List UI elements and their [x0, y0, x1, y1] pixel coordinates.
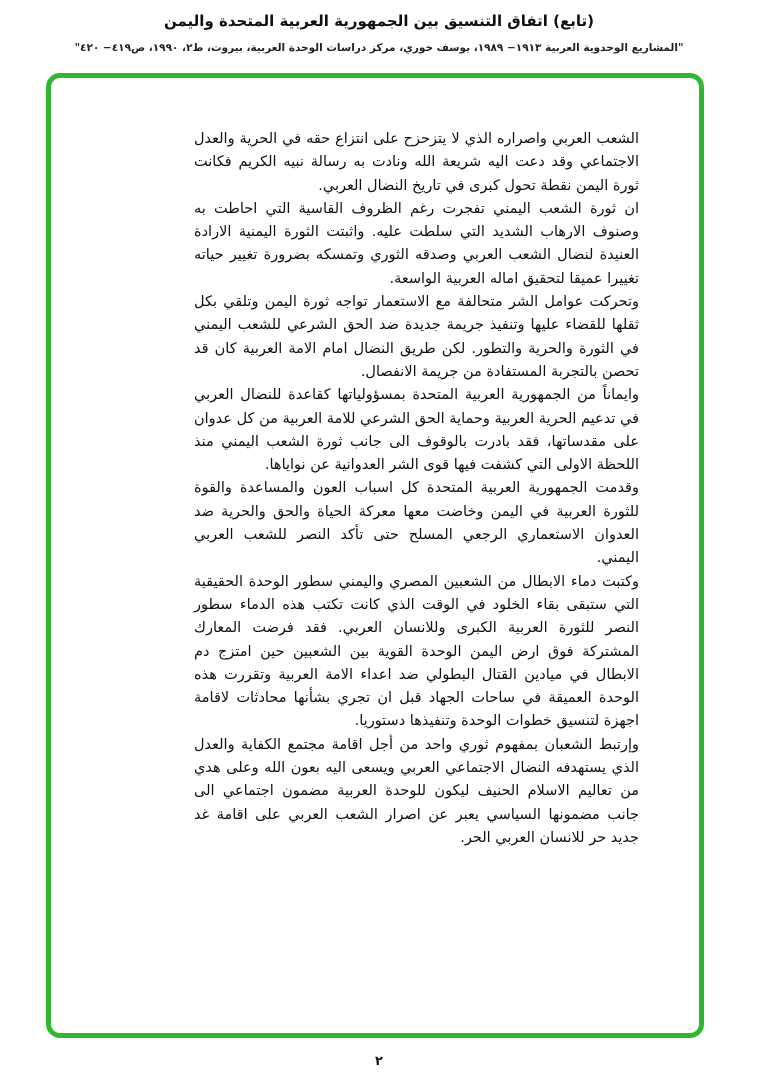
citation-line: "المشاريع الوحدوية العربية ١٩١٣− ١٩٨٩، يوسف خوري، مركز دراسات الوحدة العربية، بيروت، ط٢، ١٩٩٠، ص٤١٩− ٤٢٠" [74, 42, 684, 54]
paragraph: وايماناً من الجمهورية العربية المتحدة بمسؤولياتها كقاعدة للنضال العربي في تدعيم الحرية العربية وحماية الحق الشرعي للامة العربية من كل عدوان على مقدساتها، فقد بادرت بالوقوف الى جانب ثورة الشعب اليمني منذ اللحظة الاولى التي كشفت فيها قوى الشر العدوانية عن نواياها. [194, 387, 639, 474]
paragraph: وتحركت عوامل الشر متحالفة مع الاستعمار تواجه ثورة اليمن وتلقي بكل ثقلها للقضاء عليها وتنفيذ جريمة جديدة ضد الحق الشرعي للشعب اليمني في الثورة والحرية والتطور. لكن طريق النضال امام الامة العربية كان قد تحصن بالتجربة المستفادة من جريمة الانفصال. [194, 294, 639, 380]
page-number: ٢ [375, 1054, 383, 1069]
paragraph: وإرتبط الشعبان بمفهوم ثوري واحد من أجل اقامة مجتمع الكفاية والعدل الذي يستهدفه النضال الاجتماعي العربي ويسعى اليه بعون الله وعلى هدي من تعاليم الاسلام الحنيف ليكون للوحدة العربية مضمون اجتماعي الى جانب مضمونها السياسي يعبر عن اصرار الشعب العربي على اقامة غد جديد حر للانسان العربي الحر. [194, 736, 639, 846]
page-header [0, 0, 758, 54]
content-border [46, 73, 704, 1038]
paragraph: الشعب العربي واصراره الذي لا يتزحزح على انتزاع حقه في الحرية والعدل الاجتماعي وقد دعت اليه شريعة الله ونادت به رسالة نبيه الكريم فكانت ثورة اليمن نقطة تحول كبرى في تاريخ النضال العربي. [194, 131, 639, 194]
body-text [194, 128, 639, 850]
page-title: (تابع) اتفاق التنسيق بين الجمهورية العربية المتحدة واليمن [164, 12, 594, 30]
paragraph: ان ثورة الشعب اليمني تفجرت رغم الظروف القاسية التي احاطت به وصنوف الارهاب الشديد التي سلطت عليه. واثبتت الثورة اليمنية الارادة العنيدة لنضال الشعب العربي وصدقه الثوري وتمسكه بضرورة تغيير حياته تغييرا عميقا لتحقيق اماله العربية الواسعة. [194, 200, 639, 287]
paragraph: وقدمت الجمهورية العربية المتحدة كل اسباب العون والمساعدة والقوة للثورة العربية في اليمن وخاضت معها معركة الحياة والحق والحرية ضد العدوان الاستعماري الرجعي المسلح حتى تأكد النصر للشعب العربي اليمني. [194, 480, 639, 567]
paragraph: وكتبت دماء الابطال من الشعبين المصري واليمني سطور الوحدة الحقيقية التي ستبقى بقاء الخلود في الوقت الذي كانت تكتب هذه الدماء سطور النصر للثورة العربية الكبرى وللانسان العربي. فقد فرضت المعارك المشتركة فوق ارض اليمن الوحدة القوية بين الشعبين حين امتزج دم الابطال في ميادين القتال البطولي ضد اعداء الامة العربية وتقررت هذه الوحدة العميقة في ساحات الجهاد قبل ان تجري بشأنها محادثات لاقامة اجهزة لتنسيق خطوات الوحدة وتنفيذها دستوريا. [194, 573, 639, 730]
